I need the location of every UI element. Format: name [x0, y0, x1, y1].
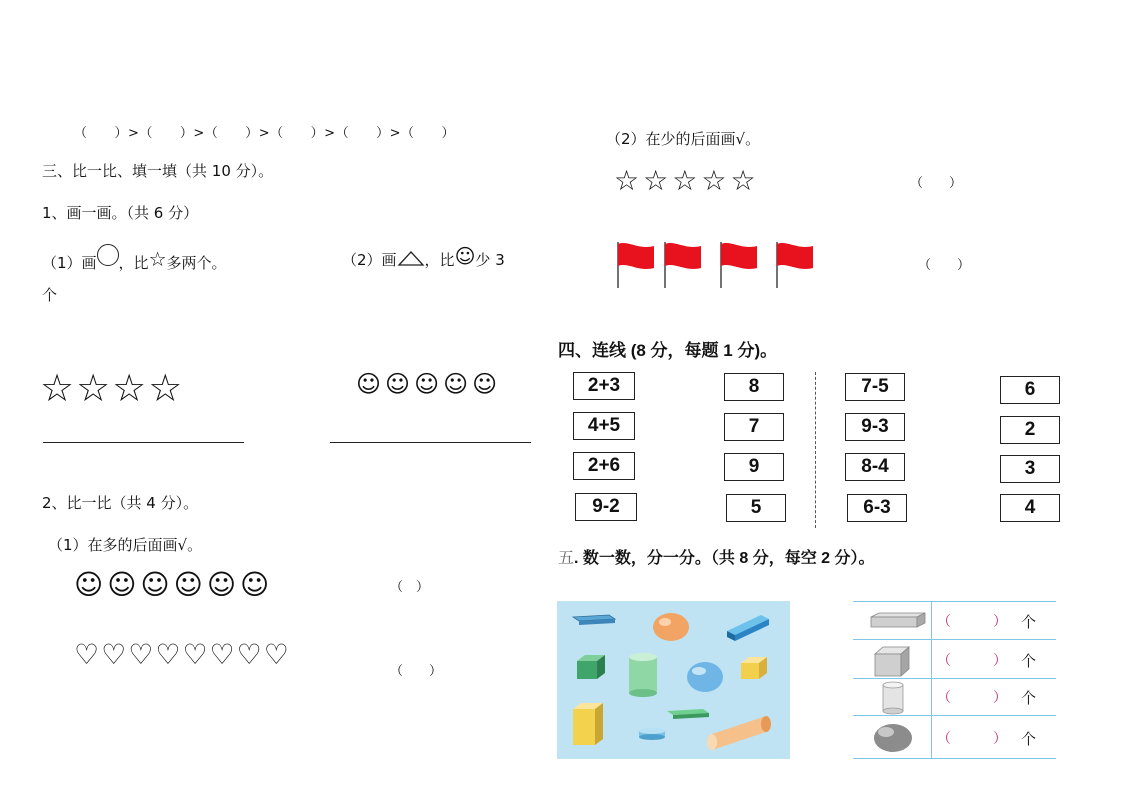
heart-icon: ♡	[209, 638, 237, 671]
smiley-icon: ☺	[443, 370, 473, 398]
smiley-icon: ☺	[240, 568, 274, 601]
star-icon: ☆	[148, 247, 167, 271]
section4-title: 四、连线 (8 分，每题 1 分)。	[558, 341, 778, 360]
q1-part1-mid: ，比	[118, 254, 149, 272]
triangle-icon	[397, 250, 425, 266]
answer-paren-cylinder[interactable]: （ ）	[937, 690, 1007, 706]
answer-paren-cuboid[interactable]: （ ）	[937, 614, 1007, 630]
left-expr-box[interactable]: 2+3	[573, 372, 635, 400]
left-answer-box[interactable]: 8	[724, 373, 784, 401]
left-expr-box[interactable]: 4+5	[573, 412, 635, 440]
star-icon: ☆	[701, 164, 731, 197]
section5-text: . 数一数，分一分。（共 8 分，每空 2 分）。	[574, 550, 875, 567]
smiley-icon: ☺	[414, 370, 444, 398]
q2-title: 2、比一比（共 4 分）。	[42, 494, 199, 512]
heart-row	[74, 638, 291, 671]
heart-icon: ♡	[182, 638, 210, 671]
star-icon: ☆	[672, 164, 702, 197]
sphere-icon	[687, 662, 723, 692]
q2-part2: （2）在少的后面画√。	[606, 130, 761, 148]
smiley-icon: ☺	[472, 370, 502, 398]
left-expr-box[interactable]: 2+6	[573, 452, 635, 480]
answer-paren-cube[interactable]: （ ）	[937, 653, 1007, 669]
right-expr-box[interactable]: 8-4	[845, 453, 905, 481]
right-expr-box[interactable]: 6-3	[847, 494, 907, 522]
divider-dashed	[815, 372, 816, 528]
cuboid-flat-icon	[667, 709, 709, 719]
q1-part2-mid: ，比	[424, 251, 455, 269]
smiley-icon: ☺	[206, 568, 241, 601]
star-icon: ☆	[76, 366, 113, 410]
star-icon: ☆	[614, 164, 644, 197]
cube-icon	[577, 655, 605, 679]
right-answer-box[interactable]: 6	[1000, 376, 1060, 404]
cylinder-icon	[629, 653, 657, 697]
cuboid-long-icon	[727, 615, 769, 641]
flag-icon	[665, 242, 701, 288]
smiley-icon: ☺	[74, 568, 108, 601]
table-line	[853, 678, 1056, 679]
heart-icon: ♡	[236, 638, 264, 671]
flag-icon	[777, 242, 813, 288]
q1-part2-prefix: （2）画	[342, 251, 397, 269]
q1-title: 1、画一画。（共 6 分）	[42, 204, 199, 222]
star-row-compare	[614, 164, 760, 197]
sphere-icon	[871, 721, 915, 755]
q1-part1-suffix: 多两个。	[166, 254, 227, 272]
answer-line-left[interactable]	[43, 442, 244, 443]
cuboid-flat-icon	[865, 609, 929, 633]
q1-part2-suffix: 少 3	[475, 251, 505, 269]
star-icon: ☆	[730, 164, 760, 197]
table-line	[853, 758, 1056, 759]
unit-label: 个	[1021, 613, 1037, 631]
order-row: （ ）>（ ）>（ ）>（ ）>（ ）>（ ）	[74, 126, 455, 141]
sphere-icon	[653, 613, 689, 641]
smiley-row-small	[356, 370, 501, 398]
star-row	[40, 366, 184, 410]
circle-icon	[97, 244, 119, 266]
flag-icon	[721, 242, 757, 288]
unit-label: 个	[1021, 730, 1037, 748]
smiley-icon: ☺	[356, 370, 386, 398]
heart-icon: ♡	[128, 638, 156, 671]
section3-title: 三、比一比、填一填（共 10 分）。	[42, 162, 274, 180]
star-icon: ☆	[643, 164, 673, 197]
right-answer-box[interactable]: 4	[1000, 494, 1060, 522]
unit-label: 个	[1021, 652, 1037, 670]
shapes-figure	[557, 601, 790, 759]
smiley-icon: ☺	[107, 568, 141, 601]
flags-graphic	[614, 240, 824, 290]
answer-paren-heart[interactable]: （ ）	[390, 664, 443, 679]
right-answer-box[interactable]: 3	[1000, 455, 1060, 483]
star-icon: ☆	[112, 366, 149, 410]
smiley-row-compare	[74, 568, 273, 601]
cylinder-flat-icon	[639, 728, 665, 740]
heart-icon: ♡	[101, 638, 129, 671]
cuboid-tall-icon	[573, 703, 603, 745]
cuboid-flat-icon	[573, 615, 615, 625]
left-answer-box[interactable]: 9	[724, 453, 784, 481]
table-line	[931, 601, 932, 759]
answer-paren-flags[interactable]: （ ）	[918, 258, 971, 273]
smiley-icon: ☺	[140, 568, 174, 601]
answer-paren-smiley[interactable]: （ ）	[390, 580, 430, 595]
section5-prefix: 五	[558, 548, 575, 567]
smiley-icon: ☺	[385, 370, 415, 398]
right-answer-box[interactable]: 2	[1000, 416, 1060, 444]
heart-icon: ♡	[74, 638, 102, 671]
q2-part1: （1）在多的后面画√。	[48, 536, 203, 554]
cube-icon	[741, 657, 767, 679]
cube-icon	[871, 644, 915, 678]
table-line	[853, 639, 1056, 640]
table-line	[853, 715, 1056, 716]
smiley-icon: ☺	[173, 568, 207, 601]
answer-paren-sphere[interactable]: （ ）	[937, 731, 1007, 747]
cylinder-icon	[879, 681, 909, 715]
shapes-illustration	[557, 601, 790, 759]
smiley-icon: ☺	[454, 244, 476, 268]
heart-icon: ♡	[263, 638, 291, 671]
left-answer-box[interactable]: 5	[726, 494, 786, 522]
q1-part2	[342, 244, 505, 270]
cylinder-lying-icon	[707, 716, 771, 750]
flag-icon	[618, 242, 654, 288]
answer-paren-stars[interactable]: （ ）	[910, 176, 963, 191]
count-table	[853, 601, 1056, 759]
answer-line-right[interactable]	[330, 442, 531, 443]
star-icon: ☆	[148, 366, 185, 410]
right-expr-box[interactable]: 9-3	[845, 413, 905, 441]
q1-part2-wrap: 个	[42, 286, 58, 304]
right-expr-box[interactable]: 7-5	[845, 373, 905, 401]
star-icon: ☆	[40, 366, 77, 410]
left-expr-box[interactable]: 9-2	[575, 493, 637, 521]
flag-row	[614, 240, 824, 290]
left-answer-box[interactable]: 7	[724, 413, 784, 441]
table-line	[853, 601, 1056, 602]
heart-icon: ♡	[155, 638, 183, 671]
q1-part1-prefix: （1）画	[42, 254, 97, 272]
unit-label: 个	[1021, 689, 1037, 707]
section5-title	[558, 545, 875, 568]
q1-part1	[42, 244, 227, 273]
